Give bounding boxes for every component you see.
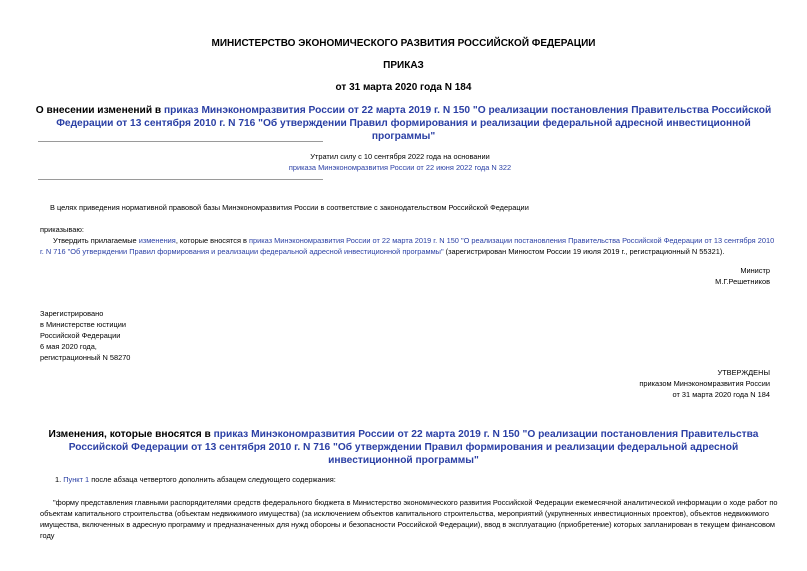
divider-bottom — [38, 179, 323, 180]
changes-link[interactable]: изменения — [138, 236, 176, 245]
item-number: 1. — [55, 475, 64, 484]
main-text-1: Утвердить прилагаемые — [53, 236, 139, 245]
title-order-link[interactable]: приказ Минэкономразвития России от 22 марта 2019 г. N 150 "О реализации постановления Правительства Российской Федерации от 13 сентября 2010 г. N 716 "Об утверждении Правил формирования и реализации федеральной адресной инвестиционной программы" — [56, 105, 772, 142]
change-item-1 — [55, 474, 336, 485]
registration-line: 6 мая 2020 года, — [40, 342, 97, 351]
lapsed-order-link[interactable]: приказа Минэкономразвития России от 22 июня 2022 года N 322 — [288, 163, 512, 172]
approved-line: УТВЕРЖДЕНЫ — [717, 368, 770, 377]
divider-top — [38, 141, 323, 142]
approved-block — [639, 367, 770, 400]
signature-name: М.Г.Решетников — [715, 277, 770, 286]
main-text-3: (зарегистрирован Минюстом России 19 июля 2019 г., регистрационный N 55321). — [443, 247, 725, 256]
order-150-link[interactable]: приказ Минэкономразвития России от 22 марта 2019 г. N 150 "О реализации постановления Правительства Российской Федерации от 13 сентября 2010 г. N 716 "Об утверждении Правил формирования и реализации федеральной адресной инвестиционной программы" — [40, 236, 775, 256]
intro-paragraph: В целях приведения нормативной правовой базы Минэкономразвития России в соответствие с законодательством Российской Федерации — [50, 203, 529, 212]
title-prefix: О внесении изменений в — [35, 105, 165, 116]
lapsed-text: Утратил силу с 10 сентября 2022 года на основании — [310, 152, 490, 161]
changes-title-link[interactable]: приказ Минэкономразвития России от 22 марта 2019 г. N 150 "О реализации постановления Правительства Российской Федерации от 13 сентября 2010 г. N 716 "Об утверждении Правил формирования и реализации федеральной адресной инвестиционной программы" — [68, 429, 759, 466]
prikazyvayu-text: приказываю: — [40, 225, 84, 234]
approved-line: приказом Минэкономразвития России — [639, 379, 770, 388]
document-type: ПРИКАЗ — [383, 60, 424, 71]
registration-line: регистрационный N 58270 — [40, 353, 131, 362]
signature-block — [715, 265, 770, 287]
main-paragraph — [40, 235, 780, 257]
changes-title-prefix: Изменения, которые вносятся в — [48, 429, 214, 440]
item-text: после абзаца четвертого дополнить абзацем следующего содержания: — [89, 475, 336, 484]
item-point-link[interactable]: Пункт 1 — [63, 475, 90, 484]
registration-line: Зарегистрировано — [40, 309, 104, 318]
approved-line: от 31 марта 2020 года N 184 — [672, 390, 770, 399]
ministry-heading: МИНИСТЕРСТВО ЭКОНОМИЧЕСКОГО РАЗВИТИЯ РОССИЙСКОЙ ФЕДЕРАЦИИ — [211, 38, 596, 49]
registration-block — [40, 308, 130, 363]
lapsed-notice — [280, 151, 520, 173]
signature-position: Министр — [740, 266, 770, 275]
registration-line: в Министерстве юстиции — [40, 320, 127, 329]
main-text-2: , которые вносятся в — [175, 236, 250, 245]
registration-line: Российской Федерации — [40, 331, 121, 340]
changes-title — [30, 428, 777, 467]
document-date: от 31 марта 2020 года N 184 — [335, 82, 472, 93]
document-title — [30, 104, 777, 143]
quoted-paragraph: "форму представления главными распорядителями средств федерального бюджета в Министерство экономического развития Российской Федерации ежемесячной аналитической информации о ходе работ по объектам капитального строительства (объектам недвижимого имущества) (за исключением объектов капитального строительства, мероприятий (укрупненных инвестиционных проектов), объектов недвижимого имущества, включенных в адресную программу и предназначенных для нужд обороны и безопасности Российской Федерации), ввод в эксплуатацию (приобретение) которых запланирован в текущем финансовом году — [40, 498, 778, 540]
